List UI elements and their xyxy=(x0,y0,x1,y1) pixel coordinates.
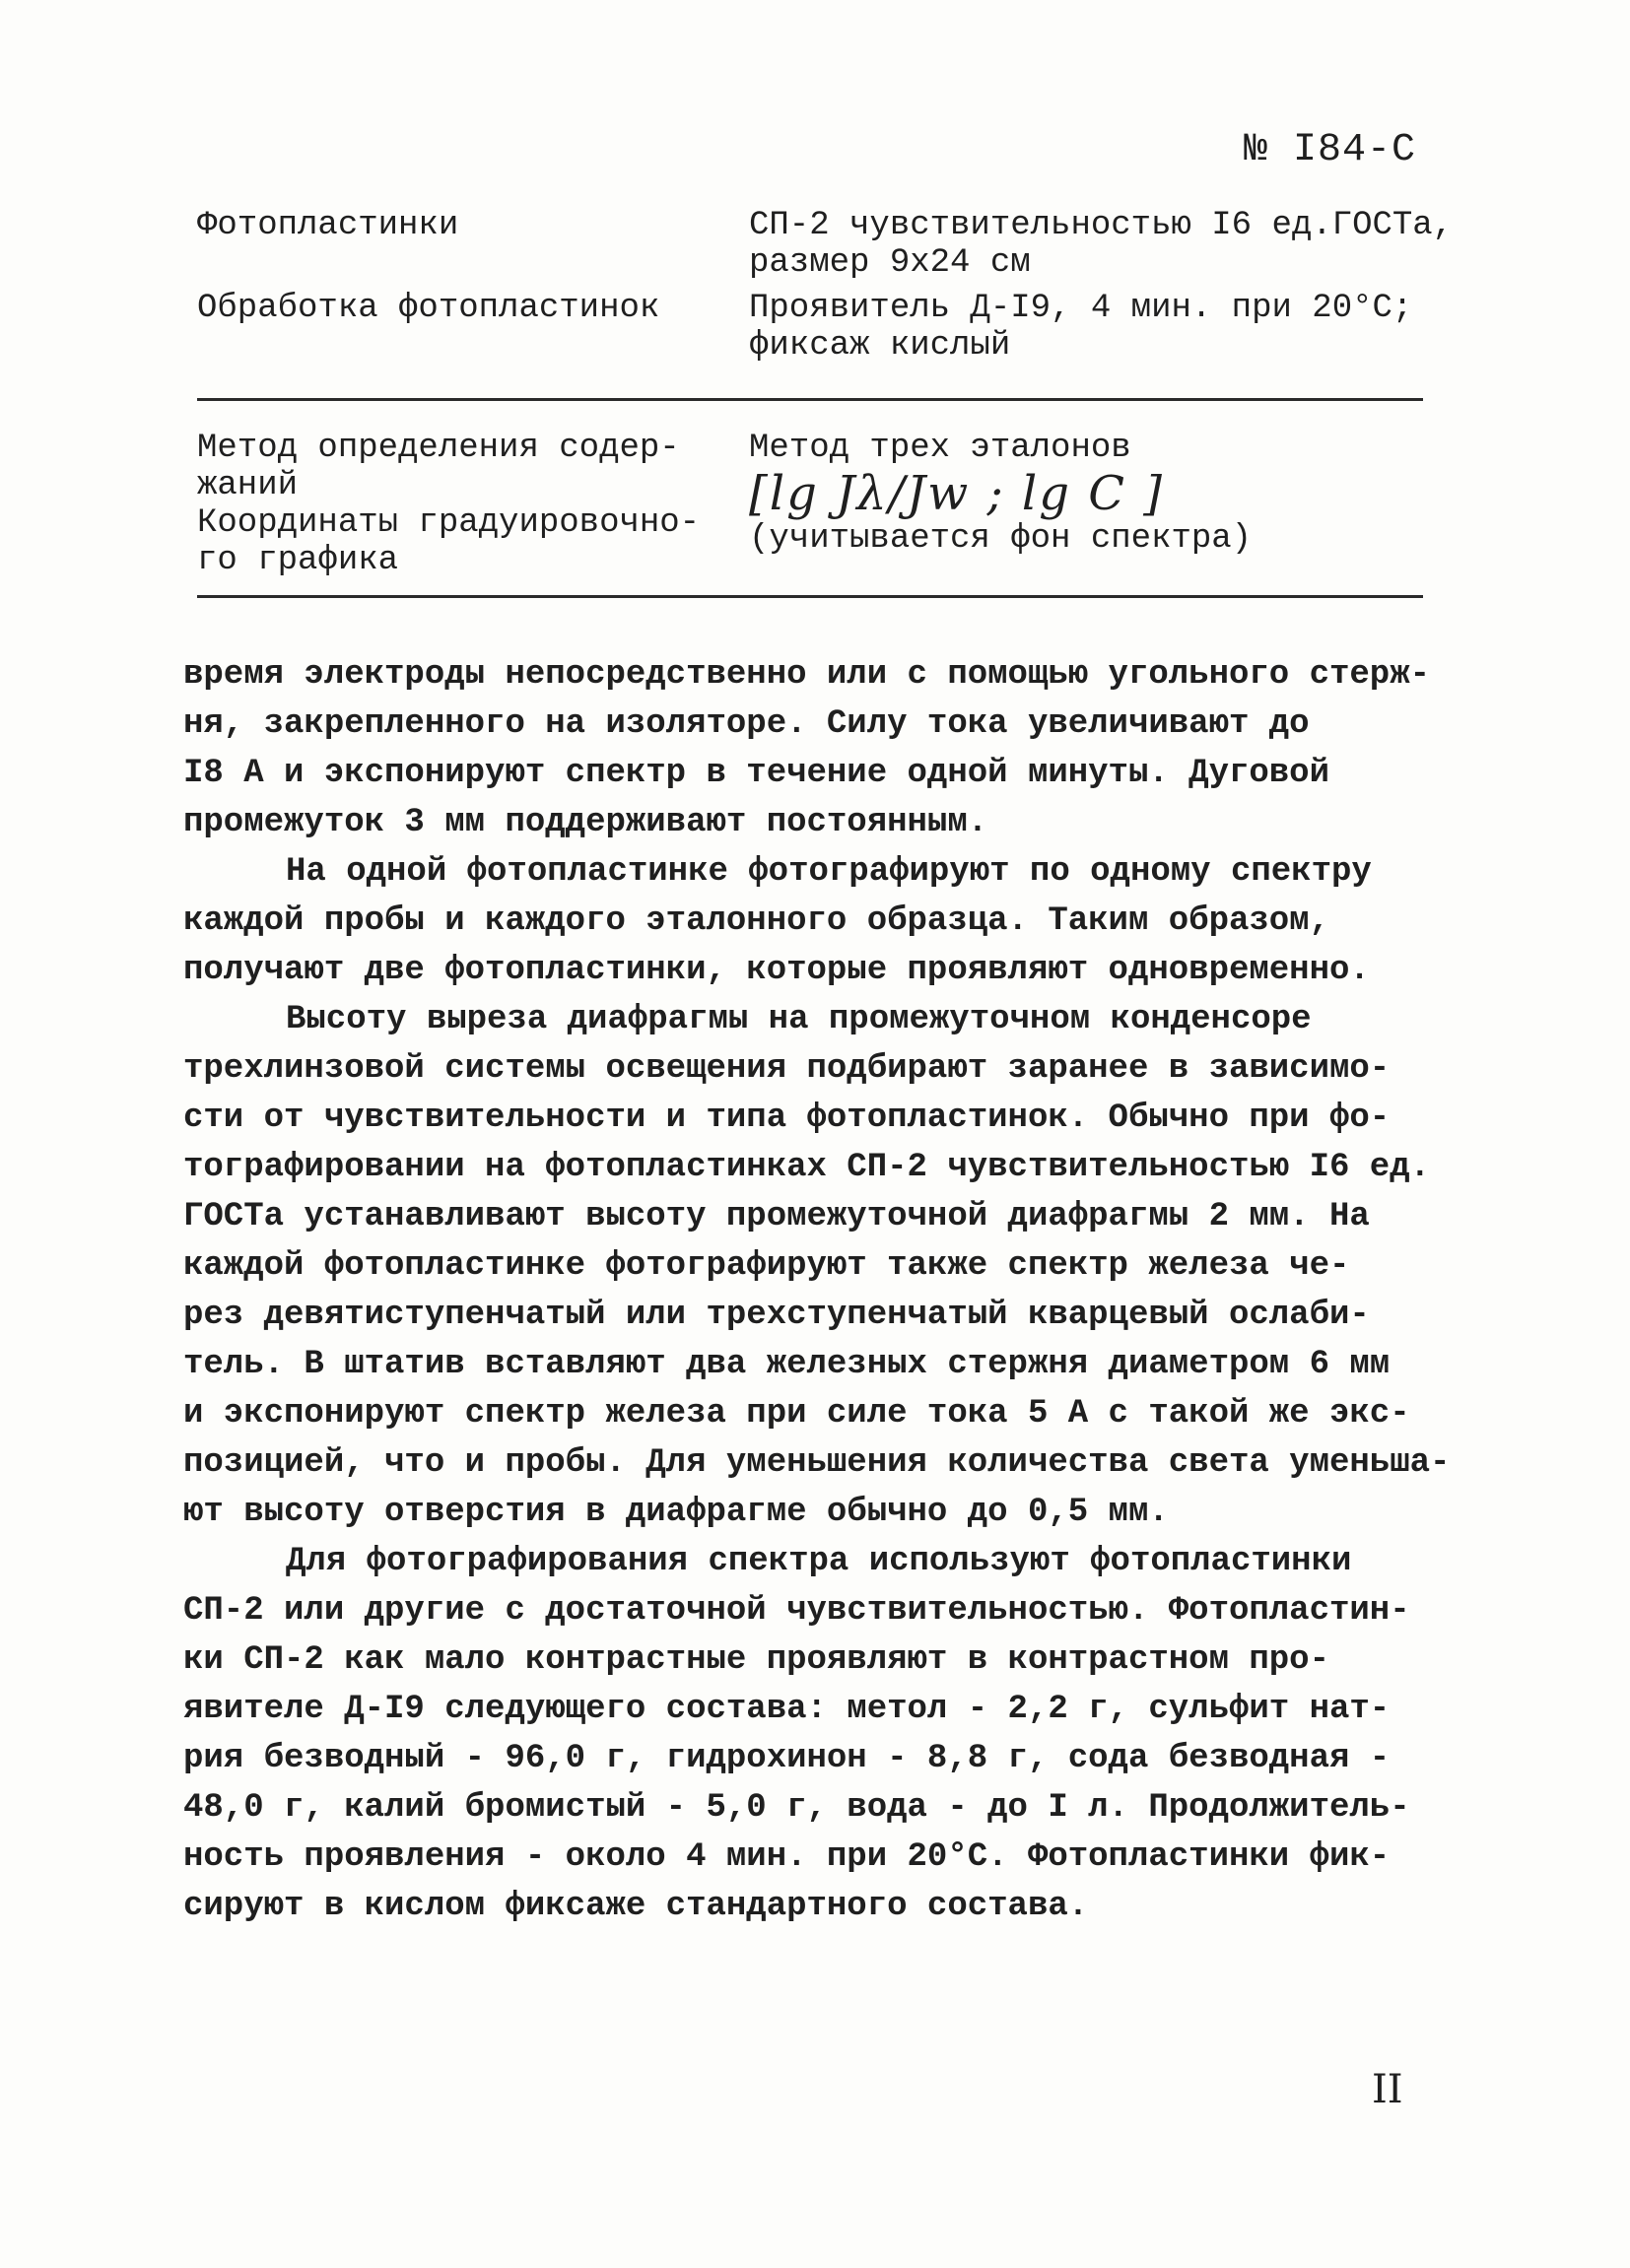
text-line: и экспонируют спектр железа при силе тока 5 А с такой же экс- xyxy=(183,1395,1410,1433)
paragraph xyxy=(183,995,1455,1537)
text-line: На одной фотопластинке фотографируют по одному спектру xyxy=(286,853,1372,891)
method-value-text: Метод трех эталонов xyxy=(749,430,1131,467)
coord-label-line: Координаты градуировочно- xyxy=(197,504,701,542)
text-line: тель. В штатив вставляют два железных стержня диаметром 6 мм xyxy=(183,1346,1391,1383)
paragraph xyxy=(183,1537,1455,1931)
method-label-line: Метод определения содер- xyxy=(197,430,680,467)
table-divider xyxy=(197,398,1423,401)
paragraph xyxy=(183,650,1455,847)
coord-value-text: (учитывается фон спектра) xyxy=(749,520,1253,558)
paragraph xyxy=(183,847,1455,995)
table-divider xyxy=(197,595,1423,598)
text-line: I8 А и экспонируют спектр в течение одной минуты. Дуговой xyxy=(183,755,1329,792)
param-row-plates xyxy=(197,207,1454,290)
text-line: Высоту выреза диафрагмы на промежуточном конденсоре xyxy=(286,1001,1312,1038)
text-line: 48,0 г, калий бромистый - 5,0 г, вода - до I л. Продолжитель- xyxy=(183,1789,1410,1827)
text-line: трехлинзовой системы освещения подбирают заранее в зависимо- xyxy=(183,1050,1391,1088)
text-line: ют высоту отверстия в диафрагме обычно до 0,5 мм. xyxy=(183,1494,1169,1531)
method-label xyxy=(197,430,729,504)
text-line: ня, закрепленного на изоляторе. Силу тока увеличивают до xyxy=(183,705,1310,743)
plates-value-line: размер 9х24 см xyxy=(749,244,1031,282)
method-label-line: жаний xyxy=(197,467,299,504)
text-line: позицией, что и пробы. Для уменьшения количества света уменьша- xyxy=(183,1444,1451,1482)
processing-label: Обработка фотопластинок xyxy=(197,290,660,327)
text-line: явителе Д-I9 следующего состава: метол - 2,2 г, сульфит нат- xyxy=(183,1691,1391,1728)
plates-value-line: СП-2 чувствительностью I6 ед.ГОСТа, xyxy=(749,207,1454,244)
plates-label: Фотопластинки xyxy=(197,207,459,244)
parameters-table-top xyxy=(197,207,1454,378)
page-number: II xyxy=(1372,2067,1403,2112)
calibration-formula: [lg Jλ/Jw ; lg C ] xyxy=(749,466,1164,521)
text-line: промежуток 3 мм поддерживают постоянным. xyxy=(183,804,988,841)
coord-label-line: го графика xyxy=(197,542,399,579)
text-line: каждой фотопластинке фотографируют также спектр железа че- xyxy=(183,1247,1350,1285)
plates-value xyxy=(749,207,1459,282)
text-line: рез девятиступенчатый или трехступенчатый кварцевый ослаби- xyxy=(183,1297,1370,1334)
text-line: время электроды непосредственно или с помощью угольного стерж- xyxy=(183,656,1431,694)
text-line: ГОСТа устанавливают высоту промежуточной диафрагмы 2 мм. На xyxy=(183,1198,1370,1235)
text-line: ки СП-2 как мало контрастные проявляют в контрастном про- xyxy=(183,1641,1329,1679)
coord-label xyxy=(197,504,729,579)
text-line: сируют в кислом фиксаже стандартного состава. xyxy=(183,1888,1089,1925)
text-line: получают две фотопластинки, которые проявляют одновременно. xyxy=(183,952,1370,989)
body-text xyxy=(183,650,1455,1931)
text-line: СП-2 или другие с достаточной чувствительностью. Фотопластин- xyxy=(183,1592,1410,1630)
text-line: ность проявления - около 4 мин. при 20°С. Фотопластинки фик- xyxy=(183,1838,1391,1876)
text-line: рия безводный - 96,0 г, гидрохинон - 8,8 г, сода безводная - xyxy=(183,1740,1391,1777)
text-line: Для фотографирования спектра используют фотопластинки xyxy=(286,1543,1352,1580)
processing-value-line: Проявитель Д-I9, 4 мин. при 20°С; xyxy=(749,290,1413,327)
text-line: тографировании на фотопластинках СП-2 чувствительностью I6 ед. xyxy=(183,1149,1431,1186)
text-line: каждой пробы и каждого эталонного образца. Таким образом, xyxy=(183,902,1329,940)
processing-value-line: фиксаж кислый xyxy=(749,327,1011,365)
text-line: сти от чувствительности и типа фотопластинок. Обычно при фо- xyxy=(183,1100,1391,1137)
param-row-processing xyxy=(197,290,1439,378)
processing-value xyxy=(749,290,1459,365)
method-value xyxy=(749,430,1459,558)
document-number: № I84-C xyxy=(1244,128,1417,172)
